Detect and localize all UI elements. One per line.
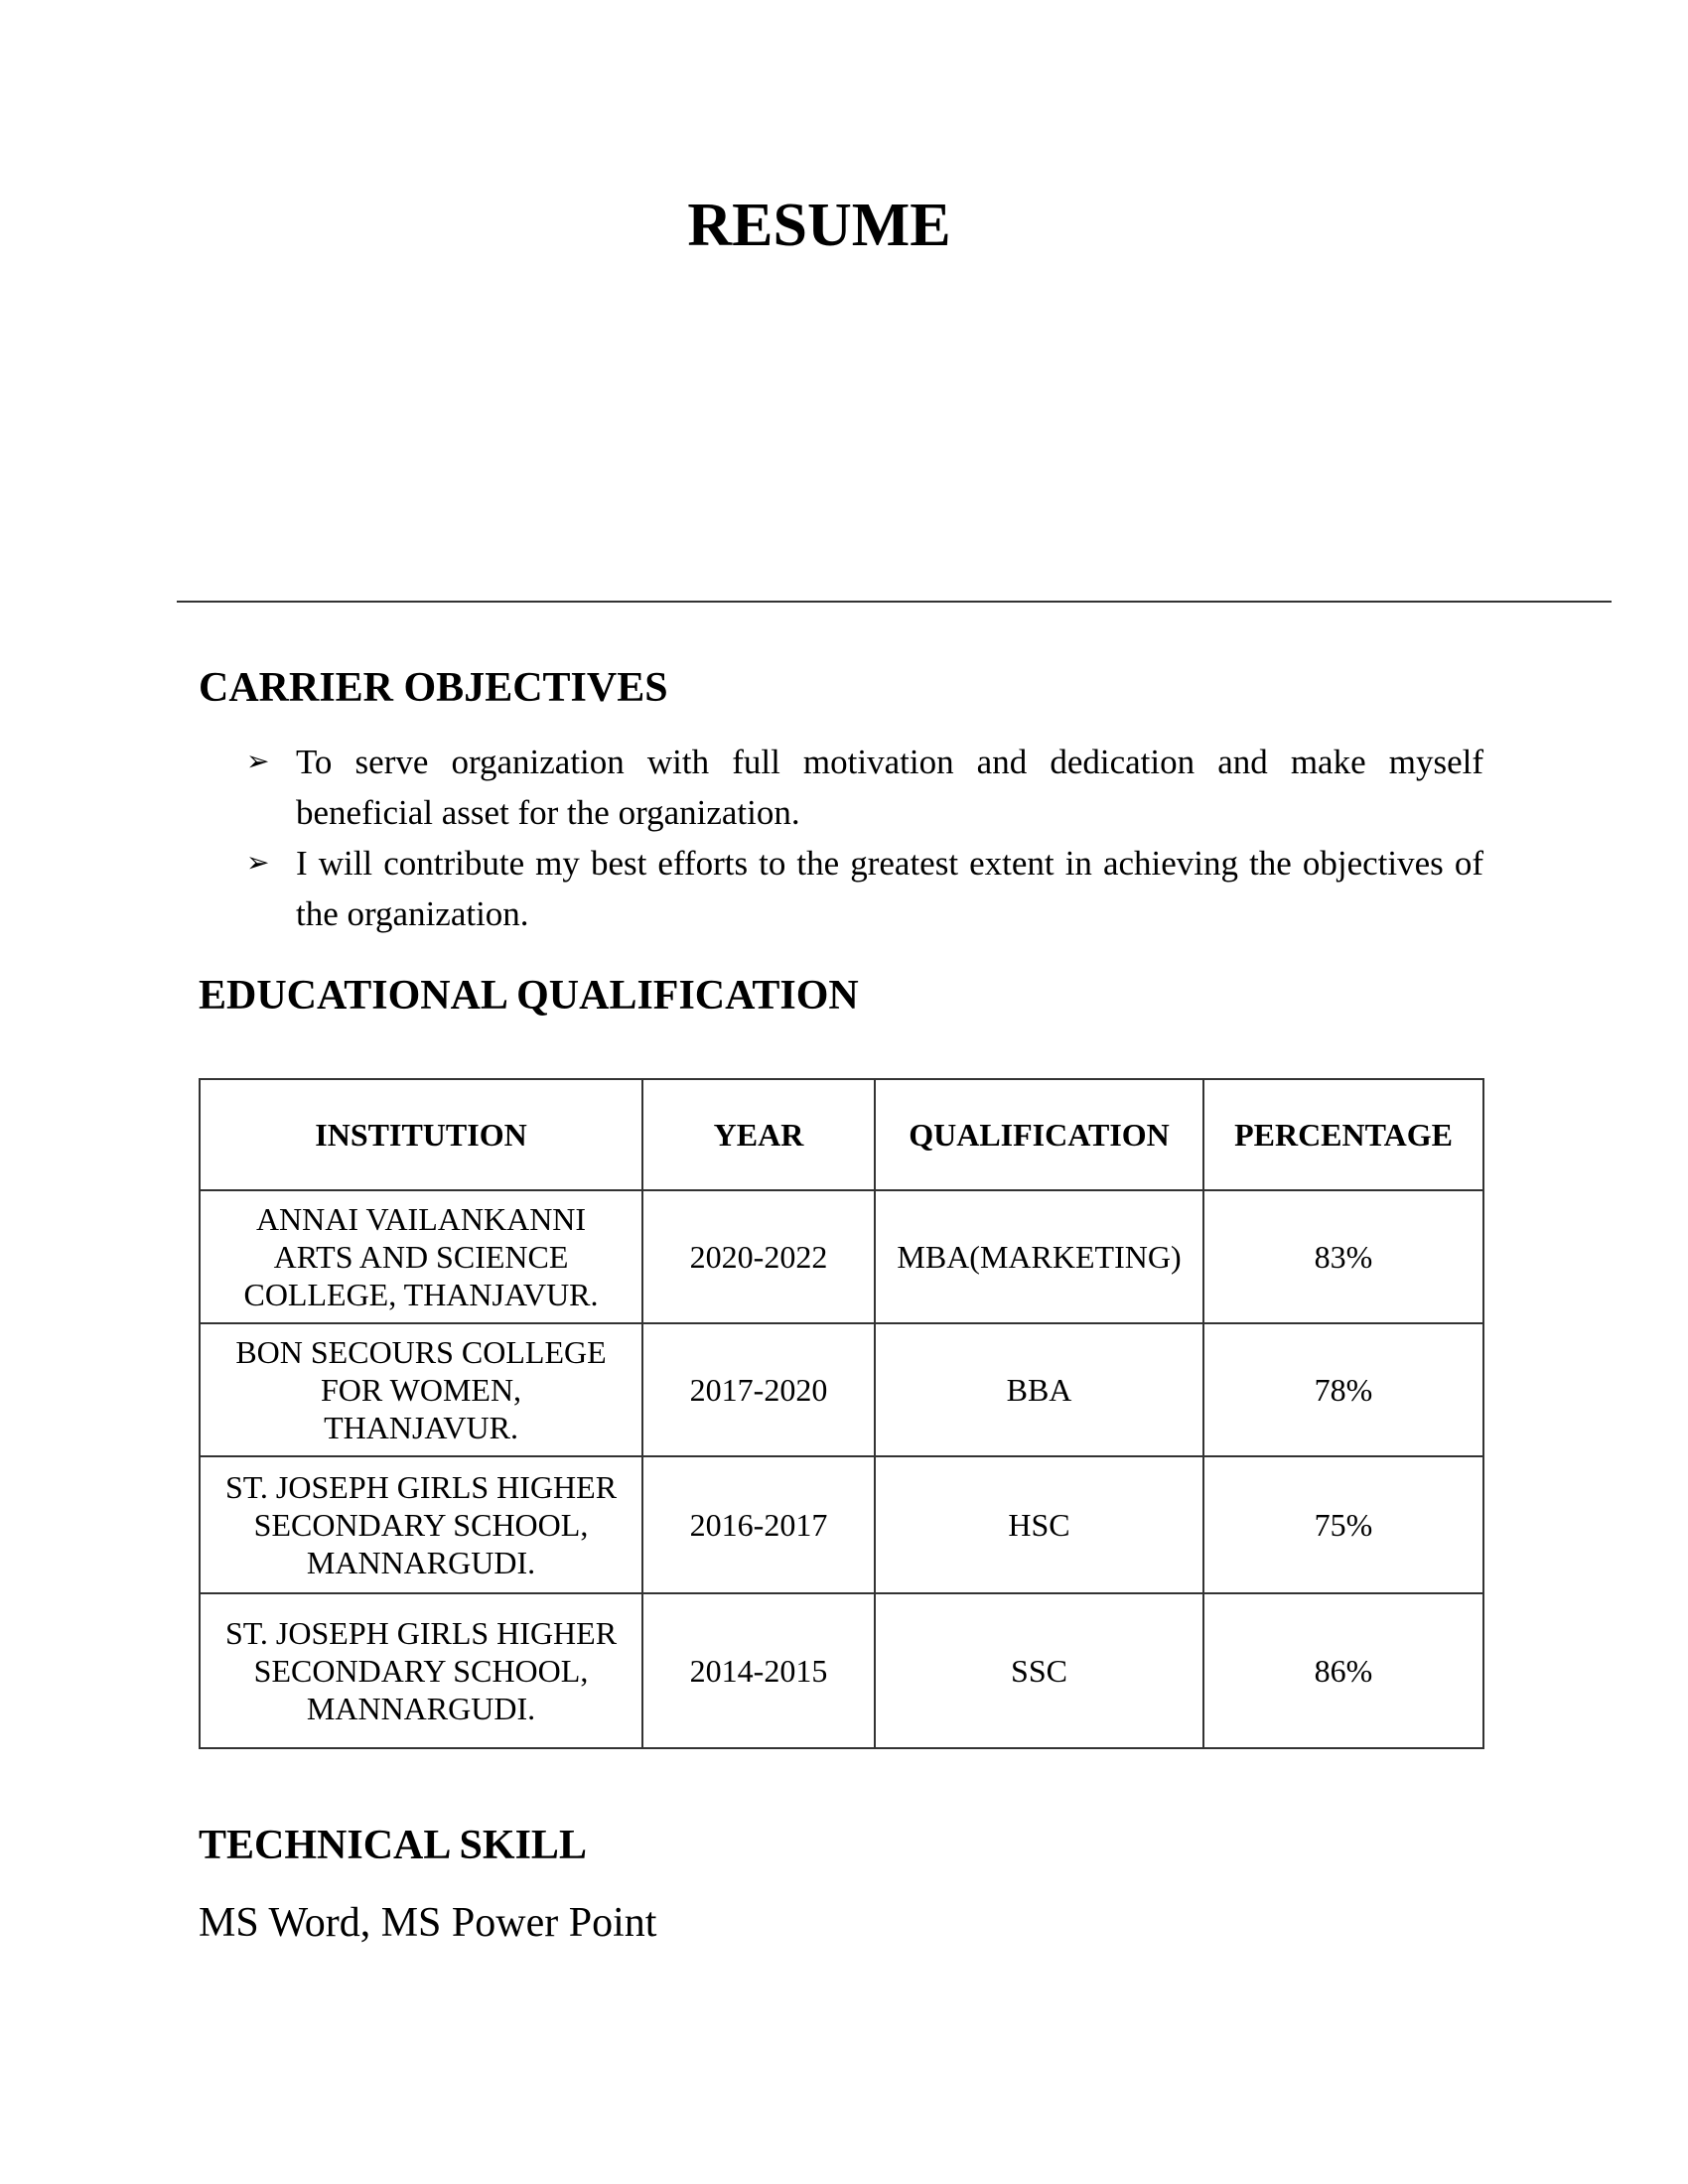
- institution-line: BON SECOURS COLLEGE: [235, 1334, 607, 1370]
- table-row: [200, 1593, 1483, 1748]
- year-cell: 2014-2015: [642, 1593, 875, 1748]
- percentage-cell: 86%: [1203, 1593, 1483, 1748]
- institution-cell: [200, 1456, 642, 1593]
- institution-line: SECONDARY SCHOOL,: [253, 1653, 589, 1689]
- technical-skill-heading: TECHNICAL SKILL: [199, 1823, 587, 1868]
- percentage-cell: 75%: [1203, 1456, 1483, 1593]
- percentage-cell: 78%: [1203, 1323, 1483, 1456]
- objectives-heading: CARRIER OBJECTIVES: [199, 665, 668, 711]
- arrow-bullet-icon: ➢: [246, 747, 270, 777]
- institution-line: ST. JOSEPH GIRLS HIGHER: [224, 1615, 618, 1651]
- objectives-list: [246, 737, 1483, 939]
- technical-skills-text: MS Word, MS Power Point: [199, 1900, 657, 1946]
- education-table: [199, 1078, 1484, 1749]
- institution-line: COLLEGE, THANJAVUR.: [243, 1277, 599, 1312]
- institution-line: ANNAI VAILANKANNI: [255, 1201, 587, 1237]
- qualification-cell: BBA: [875, 1323, 1203, 1456]
- year-cell: 2016-2017: [642, 1456, 875, 1593]
- table-row: [200, 1456, 1483, 1593]
- qualification-cell: HSC: [875, 1456, 1203, 1593]
- horizontal-divider: [177, 601, 1612, 603]
- percentage-cell: 83%: [1203, 1190, 1483, 1323]
- institution-line: THANJAVUR.: [324, 1410, 518, 1445]
- education-heading: EDUCATIONAL QUALIFICATION: [199, 973, 859, 1019]
- table-row: [200, 1323, 1483, 1456]
- institution-line: MANNARGUDI.: [306, 1691, 536, 1726]
- column-header-year: YEAR: [642, 1079, 875, 1190]
- column-header-qualification: QUALIFICATION: [875, 1079, 1203, 1190]
- column-header-percentage: PERCENTAGE: [1203, 1079, 1483, 1190]
- year-cell: 2020-2022: [642, 1190, 875, 1323]
- objective-item: [246, 838, 1483, 939]
- objective-item: [246, 737, 1483, 838]
- qualification-cell: SSC: [875, 1593, 1203, 1748]
- page-title: RESUME: [687, 192, 951, 259]
- qualification-cell: MBA(MARKETING): [875, 1190, 1203, 1323]
- table-header-row: [200, 1079, 1483, 1190]
- institution-line: SECONDARY SCHOOL,: [253, 1507, 589, 1543]
- objective-text: To serve organization with full motivation and dedication and make myself beneficial asset for the organization.: [296, 743, 1483, 832]
- column-header-institution: INSTITUTION: [200, 1079, 642, 1190]
- year-cell: 2017-2020: [642, 1323, 875, 1456]
- institution-line: ST. JOSEPH GIRLS HIGHER: [224, 1469, 618, 1505]
- institution-line: ARTS AND SCIENCE: [273, 1239, 569, 1275]
- arrow-bullet-icon: ➢: [246, 848, 270, 879]
- institution-cell: [200, 1190, 642, 1323]
- objective-text: I will contribute my best efforts to the greatest extent in achieving the objectives of the organization.: [296, 844, 1483, 933]
- institution-line: MANNARGUDI.: [306, 1545, 536, 1580]
- table-row: [200, 1190, 1483, 1323]
- institution-cell: [200, 1323, 642, 1456]
- institution-line: FOR WOMEN,: [320, 1372, 522, 1408]
- institution-cell: [200, 1593, 642, 1748]
